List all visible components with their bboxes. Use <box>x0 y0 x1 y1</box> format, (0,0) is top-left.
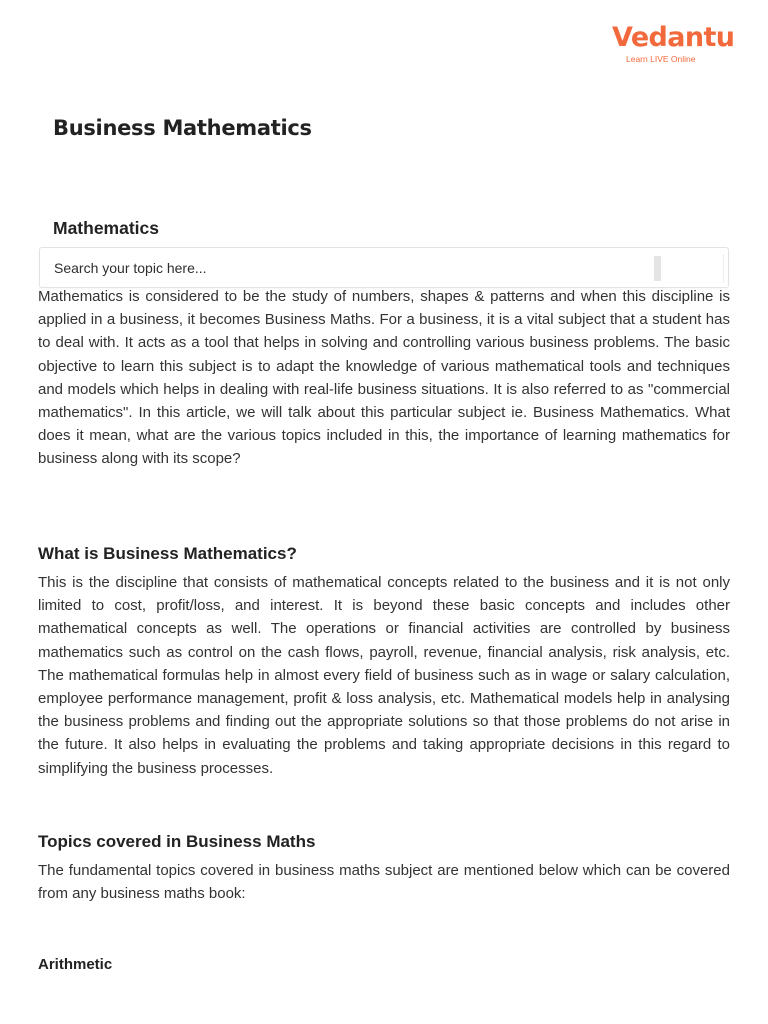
arithmetic-heading: Arithmetic <box>38 956 113 973</box>
logo-tagline: Learn LIVE Online <box>626 54 696 64</box>
search-box-edge <box>723 254 728 283</box>
topics-paragraph: The fundamental topics covered in business maths subject are mentioned below which can be covered from any business maths book: <box>38 862 730 903</box>
search-box[interactable] <box>39 247 729 288</box>
logo-wordmark: Vedantu <box>612 22 735 53</box>
search-scroll-marker <box>654 256 661 281</box>
intro-paragraph: Mathematics is considered to be the study of numbers, shapes & patterns and when this discipline is applied in a business, it becomes Business Maths. For a business, it is a vital subject that a student has to deal with. It acts as a tool that helps in solving and controlling various business problems. The basic objective to learn this subject is to adapt the knowledge of various mathematical tools and techniques and models which helps in dealing with real-life business situations. It is also referred to as "commercial mathematics". In this article, we will talk about this particular subject ie. Business Mathematics. What does it mean, what are the various topics included in this, the importance of learning mathematics for business along with its scope? <box>38 288 730 468</box>
page-title: Business Mathematics <box>53 116 312 140</box>
section-title: Mathematics <box>53 218 160 238</box>
topics-heading: Topics covered in Business Maths <box>38 832 316 851</box>
search-input[interactable] <box>54 248 644 287</box>
vedantu-logo[interactable] <box>612 22 735 70</box>
what-is-paragraph: This is the discipline that consists of mathematical concepts related to the business and it is not only limited to cost, profit/loss, and interest. It is beyond these basic concepts and includes other mathematical concepts as well. The operations or financial activities are controlled by business mathematics such as control on the cash flows, payroll, revenue, financial analysis, risk analysis, etc. The mathematical formulas help in almost every field of business such as in wage or salary calculation, employee performance management, profit & loss analysis, etc. Mathematical models help in analysing the business problems and finding out the appropriate solutions so that those problems do not arise in the future. It also helps in evaluating the problems and taking appropriate decisions in this regard to simplifying the business processes. <box>38 574 730 777</box>
what-is-heading: What is Business Mathematics? <box>38 544 297 563</box>
